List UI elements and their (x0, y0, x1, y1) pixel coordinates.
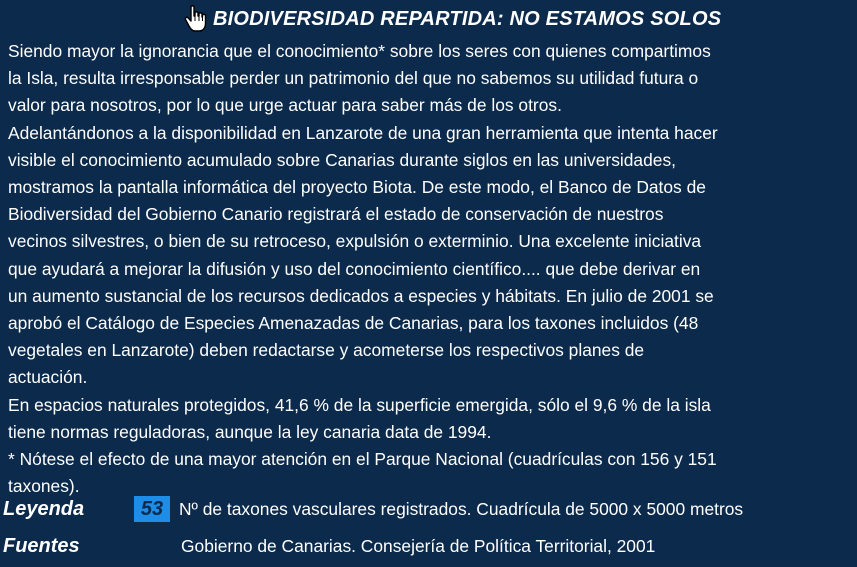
paragraph-footnote: * Nótese el efecto de una mayor atención en el Parque Nacional (cuadrículas con 156 y 151 taxones). (8, 449, 717, 497)
paragraph-intro: Siendo mayor la ignorancia que el conocimiento* sobre los seres con quienes compartimos la Isla, resulta irresponsable perder un patrimonio del que no sabemos su utilidad futura o valor para nosotros, por lo que urge actuar para saber más de los otros. (8, 41, 711, 116)
sources-label: Fuentes (3, 535, 80, 557)
body-text (8, 38, 857, 500)
legend-badge: 53 (134, 496, 170, 522)
page-title: BIODIVERSIDAD REPARTIDA: NO ESTAMOS SOLOS (213, 7, 722, 30)
legend-label: Leyenda (3, 498, 85, 520)
paragraph-biota: Adelantándonos a la disponibilidad en Lanzarote de una gran herramienta que intenta hacer visible el conocimiento acumulado sobre Canarias durante siglos en las universidades, mostramos la pantalla informática del proyecto Biota. De este modo, el Banco de Datos de Biodiversidad del Gobierno Canario registrará el estado de conservación de nuestros vecinos silvestres, o bien de su retroceso, expulsión o exterminio. Una excelente iniciativa que ayudará a mejorar la difusión y uso del conocimiento científico.... que debe derivar en un aumento sustancial de los recursos dedicados a especies y hábitats. En julio de 2001 se aprobó el Catálogo de Especies Amenazadas de Canarias, para los taxones incluidos (48 vegetales en Lanzarote) deben redactarse y acometerse los respectivos planes de actuación. (8, 122, 718, 388)
sources (3, 531, 857, 561)
sources-text: Gobierno de Canarias. Consejería de Política Territorial, 2001 (181, 536, 656, 556)
paragraph-protected-areas: En espacios naturales protegidos, 41,6 % de la superficie emergida, sólo el 9,6 % de la isla tiene normas reguladoras, aunque la ley canaria data de 1994. (8, 394, 711, 442)
legend (3, 494, 857, 524)
pointing-hand-icon[interactable] (183, 4, 207, 34)
header (183, 2, 721, 36)
legend-text: Nº de taxones vasculares registrados. Cuadrícula de 5000 x 5000 metros (179, 499, 744, 519)
